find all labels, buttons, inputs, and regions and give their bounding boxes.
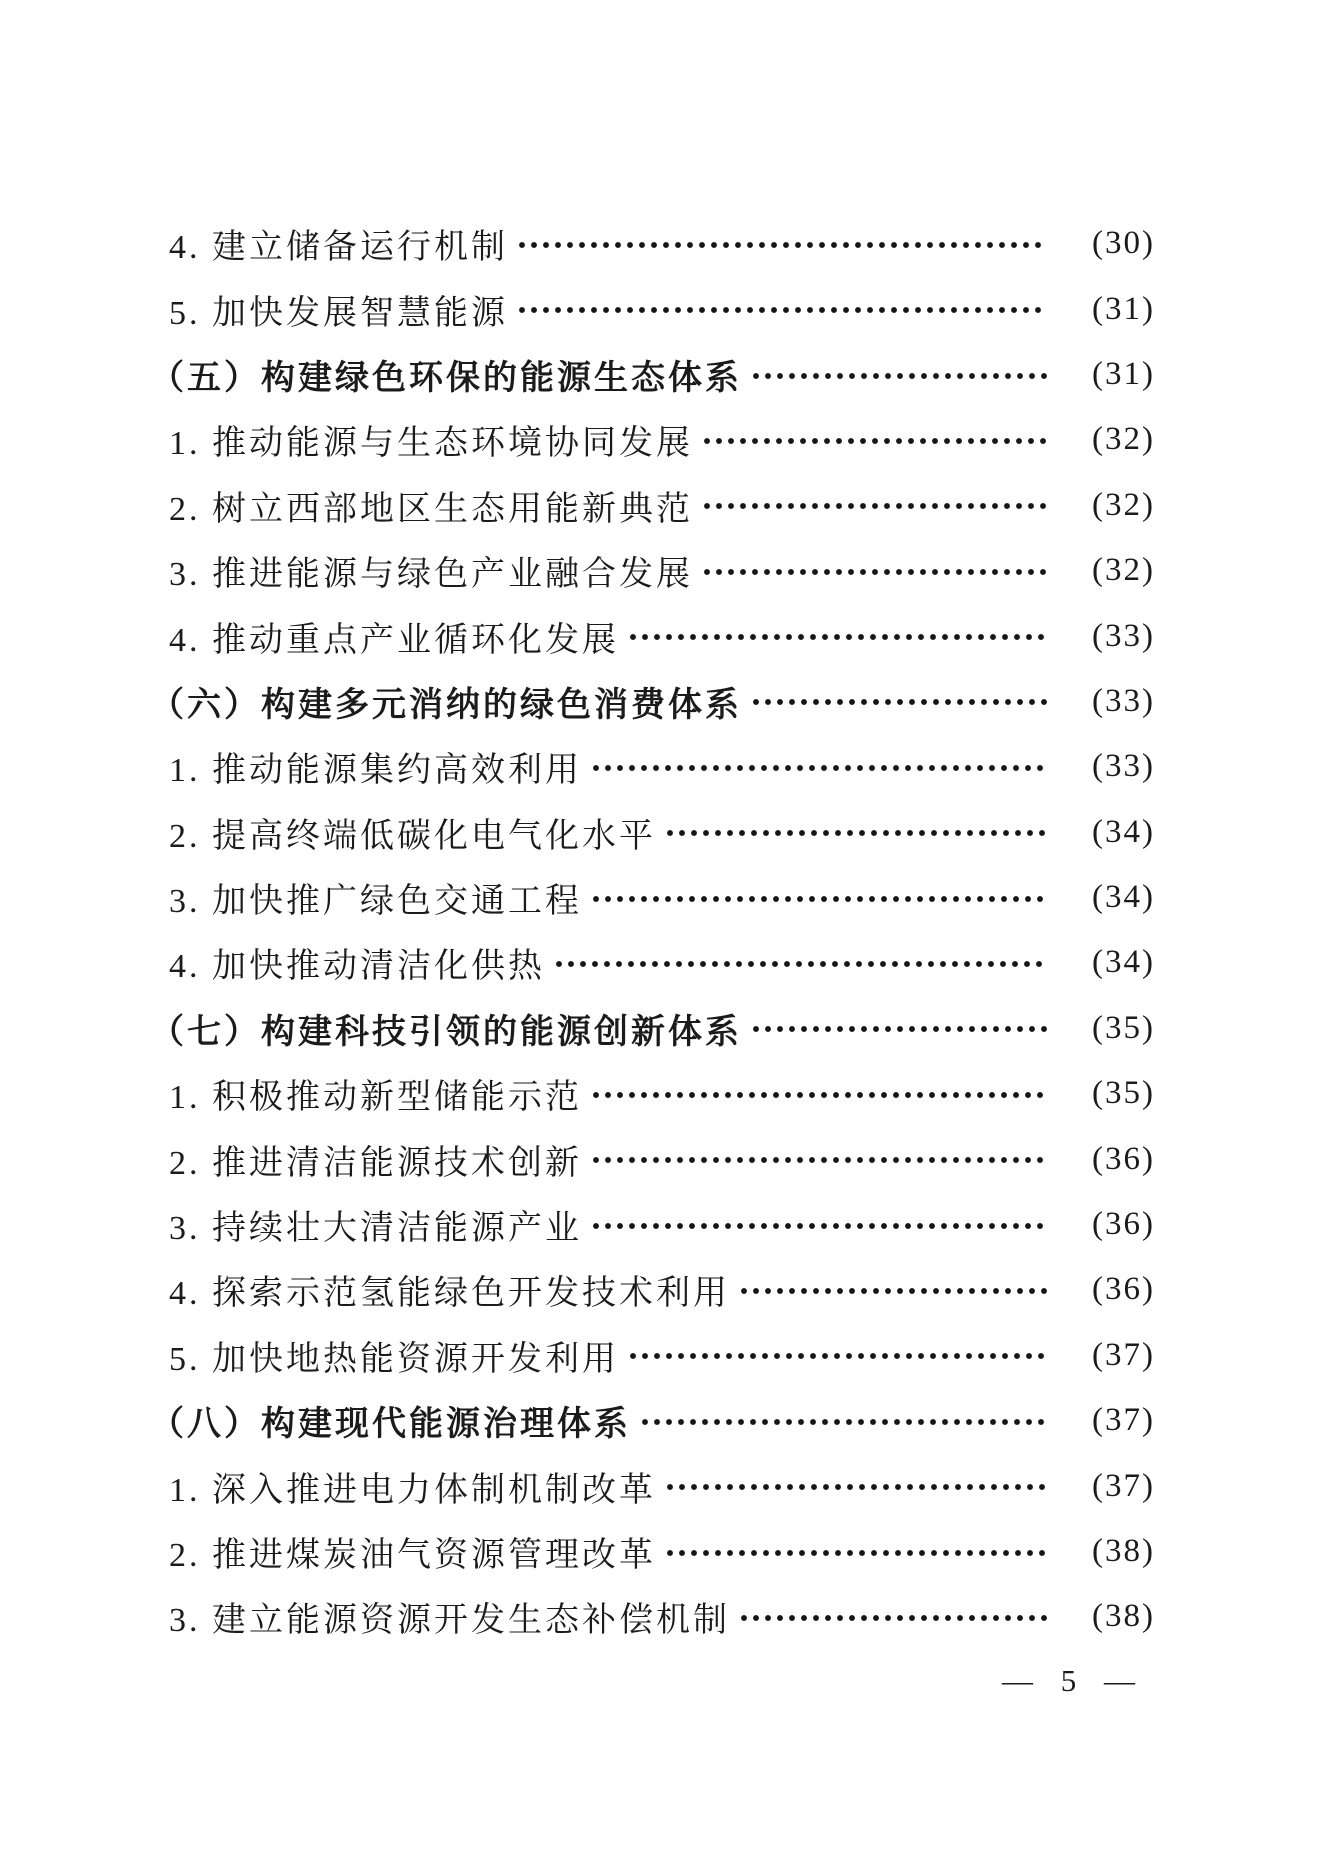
toc-entry-page: (33) xyxy=(1092,748,1155,785)
toc-entry-page: (32) xyxy=(1092,486,1155,523)
dot-leader xyxy=(516,276,1047,341)
dot-leader xyxy=(701,538,1047,603)
page-footer xyxy=(0,1663,1137,1699)
toc-entry xyxy=(150,1519,1155,1584)
toc-entry-page: (32) xyxy=(1092,552,1155,589)
dot-leader xyxy=(664,1453,1047,1518)
toc-entry-title: 5. 加快地热能资源开发利用 xyxy=(169,1340,619,1378)
toc-entry-page: (34) xyxy=(1092,944,1155,981)
toc-entry-title: 2. 推进煤炭油气资源管理改革 xyxy=(169,1537,656,1574)
toc-entry-title: 2. 树立西部地区生态用能新典范 xyxy=(169,490,693,528)
toc-entry-title: （八）构建现代能源治理体系 xyxy=(150,1406,631,1444)
toc-entry-title: 4. 加快推动清洁化供热 xyxy=(169,948,545,986)
dot-leader xyxy=(701,407,1047,472)
toc-entry-title: 3. 加快推广绿色交通工程 xyxy=(169,883,582,921)
toc-entry xyxy=(150,603,1155,668)
toc-entry-page: (31) xyxy=(1092,290,1155,327)
toc-entry-title: 3. 建立能源资源开发生态补偿机制 xyxy=(169,1602,730,1640)
toc-entry-title: 4. 探索示范氢能绿色开发技术利用 xyxy=(169,1275,730,1313)
toc-entry xyxy=(150,211,1155,276)
toc-entry xyxy=(150,1388,1155,1453)
toc-entry xyxy=(150,342,1155,407)
dot-leader xyxy=(627,1323,1047,1388)
toc-entry xyxy=(150,1453,1155,1518)
toc-list xyxy=(150,211,1155,1650)
dot-leader xyxy=(627,603,1047,668)
dot-leader xyxy=(738,1257,1047,1322)
dot-leader xyxy=(701,473,1047,538)
dot-leader xyxy=(639,1388,1047,1453)
toc-entry-page: (38) xyxy=(1092,1598,1155,1635)
toc-entry-title: 3. 推进能源与绿色产业融合发展 xyxy=(169,556,693,594)
dot-leader xyxy=(750,996,1047,1061)
toc-entry xyxy=(150,800,1155,865)
toc-entry-title: 4. 推动重点产业循环化发展 xyxy=(169,621,619,659)
toc-entry-title: 2. 提高终端低碳化电气化水平 xyxy=(169,817,656,855)
toc-entry-page: (35) xyxy=(1092,1075,1155,1112)
toc-entry-page: (37) xyxy=(1092,1467,1155,1504)
toc-entry-page: (33) xyxy=(1092,682,1155,719)
toc-entry xyxy=(150,1126,1155,1191)
toc-entry xyxy=(150,996,1155,1061)
dot-leader xyxy=(516,211,1047,276)
dot-leader xyxy=(590,865,1047,930)
toc-entry-page: (36) xyxy=(1092,1206,1155,1243)
toc-entry-title: 2. 推进清洁能源技术创新 xyxy=(169,1144,582,1182)
toc-entry-page: (34) xyxy=(1092,879,1155,916)
toc-entry-page: (37) xyxy=(1092,1336,1155,1373)
toc-entry-page: (34) xyxy=(1092,813,1155,850)
dot-leader xyxy=(590,734,1047,799)
toc-entry-page: (38) xyxy=(1092,1533,1155,1569)
dot-leader xyxy=(590,1126,1047,1191)
dot-leader xyxy=(738,1584,1047,1649)
toc-entry-page: (36) xyxy=(1092,1271,1155,1308)
dot-leader xyxy=(553,930,1047,995)
toc-entry xyxy=(150,669,1155,734)
toc-entry-title: （六）构建多元消纳的绿色消费体系 xyxy=(150,686,742,724)
dot-leader xyxy=(664,1519,1047,1584)
dot-leader xyxy=(590,1192,1047,1257)
toc-entry xyxy=(150,473,1155,538)
toc-entry-title: （七）构建科技引领的能源创新体系 xyxy=(150,1013,742,1051)
dot-leader xyxy=(664,800,1047,865)
toc-entry-page: (35) xyxy=(1092,1009,1155,1046)
toc-entry-title: 1. 推动能源与生态环境协同发展 xyxy=(169,425,693,463)
toc-entry xyxy=(150,1323,1155,1388)
toc-entry-title: 1. 深入推进电力体制机制改革 xyxy=(169,1471,656,1509)
toc-entry xyxy=(150,930,1155,995)
toc-entry-title: 3. 持续壮大清洁能源产业 xyxy=(169,1210,582,1248)
toc-entry xyxy=(150,276,1155,341)
toc-entry xyxy=(150,407,1155,472)
toc-entry-page: (32) xyxy=(1092,421,1155,458)
toc-entry xyxy=(150,1257,1155,1322)
toc-entry xyxy=(150,538,1155,603)
toc-entry-title: 1. 积极推动新型储能示范 xyxy=(169,1079,582,1117)
toc-entry-page: (37) xyxy=(1092,1402,1155,1439)
toc-entry-page: (30) xyxy=(1092,225,1155,262)
toc-entry-page: (31) xyxy=(1092,355,1155,392)
toc-entry xyxy=(150,1584,1155,1649)
dot-leader xyxy=(590,1061,1047,1126)
toc-entry xyxy=(150,1061,1155,1126)
dot-leader xyxy=(750,342,1047,407)
toc-entry xyxy=(150,1192,1155,1257)
toc-entry-title: 1. 推动能源集约高效利用 xyxy=(169,752,582,790)
toc-entry xyxy=(150,734,1155,799)
toc-entry-title: （五）构建绿色环保的能源生态体系 xyxy=(150,359,742,397)
toc-entry xyxy=(150,865,1155,930)
toc-entry-page: (36) xyxy=(1092,1140,1155,1177)
toc-entry-title: 4. 建立储备运行机制 xyxy=(169,229,508,267)
dot-leader xyxy=(750,669,1047,734)
toc-entry-page: (33) xyxy=(1092,617,1155,654)
toc-entry-title: 5. 加快发展智慧能源 xyxy=(169,294,508,332)
page-number-label: — 5 — xyxy=(1002,1663,1137,1698)
